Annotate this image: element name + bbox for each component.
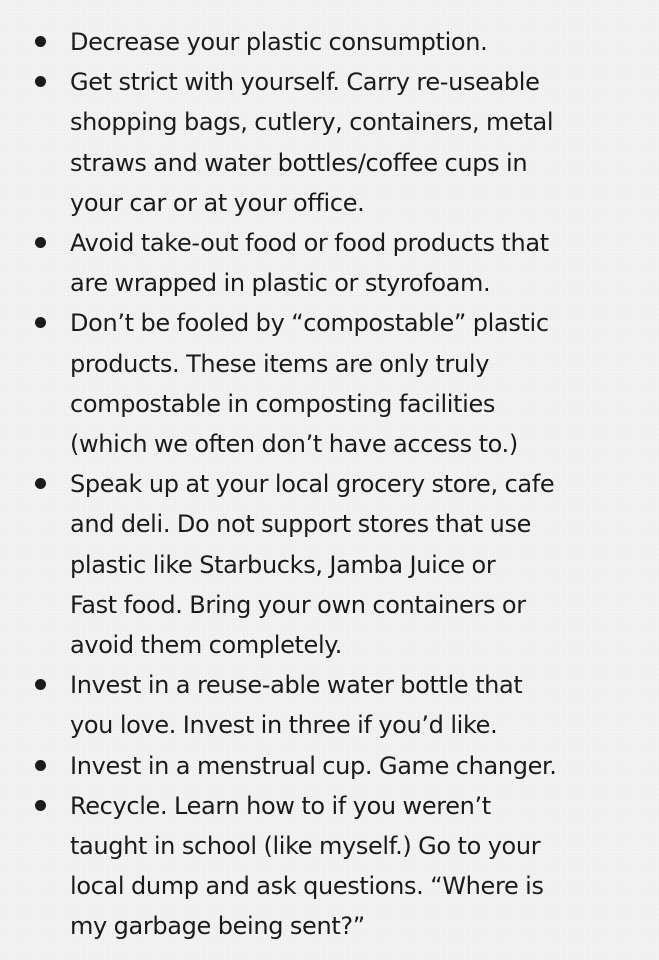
bullet-icon [35,237,46,248]
list-item [34,223,639,303]
list-item-text: Fast food. Bring your own containers or [70,590,526,619]
list-item-text: Don’t be fooled by “compostable” plastic [70,309,549,338]
list-item [34,786,639,947]
bullet-icon [35,478,46,489]
list-item [34,464,639,665]
bullet-icon [35,760,46,771]
list-item-text: Speak up at your local grocery store, cafe [70,470,555,499]
list-item-text: Decrease your plastic consumption. [70,28,488,56]
bullet-icon [35,800,46,811]
list-item-text: my garbage being sent?” [70,912,365,941]
bullet-icon [35,36,46,47]
list-item-text: local dump and ask questions. “Where is [70,872,544,901]
list-item [34,22,639,62]
list-item-text: straws and water bottles/coffee cups in [70,148,528,177]
list-item-text: your car or at your office. [70,188,365,217]
list-item-text: taught in school (like myself.) Go to your [70,832,541,861]
bullet-icon [35,679,46,690]
list-item-text: products. These items are only truly [70,349,490,378]
list-item [34,303,639,464]
list-item-text: you love. Invest in three if you’d like. [70,711,498,740]
list-item [34,746,639,786]
list-item-text: (which we often don’t have access to.) [70,430,518,459]
list-item-text: shopping bags, cutlery, containers, metal [70,108,554,137]
bullet-list [34,22,639,947]
list-item-text: plastic like Starbucks, Jamba Juice or [70,550,496,579]
list-item-text: Invest in a reuse-able water bottle that [70,671,523,700]
list-item [34,665,639,745]
list-item-text: are wrapped in plastic or styrofoam. [70,269,491,298]
list-item-text: Avoid take-out food or food products that [70,229,549,258]
list-item-text: and deli. Do not support stores that use [70,510,532,539]
bullet-icon [35,76,46,87]
list-item-text: Recycle. Learn how to if you weren’t [70,791,491,820]
list-item-text: compostable in composting facilities [70,389,496,418]
list-item-text: avoid them completely. [70,631,342,660]
list-item-text: Invest in a menstrual cup. Game changer. [70,751,557,780]
list-item-text: Get strict with yourself. Carry re-useable [70,68,540,97]
bullet-icon [35,317,46,328]
list-item [34,62,639,223]
